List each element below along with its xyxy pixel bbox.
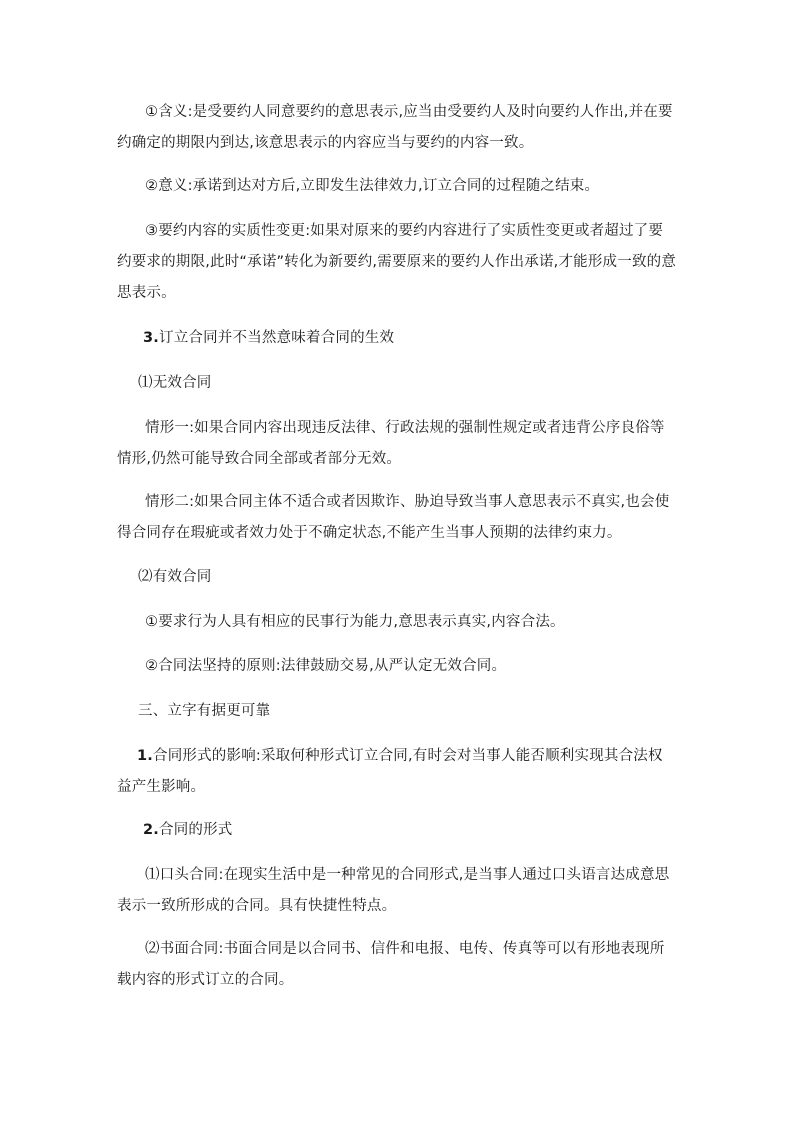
paragraph-oral-contract: ⑴口头合同:在现实生活中是一种常见的合同形式,是当事人通过口头语言达成意思表示一致所形成的合同。具有快捷性特点。	[117, 867, 670, 914]
paragraph-valid-requirements: ①要求行为人具有相应的民事行为能力,意思表示真实,内容合法。	[145, 614, 565, 630]
heading-1-text: 合同形式的影响:采取何种形式订立合同,有时会对当事人能否顺利实现其合法权益产生影响。	[117, 748, 663, 795]
paragraph-acceptance-meaning: ①含义:是受要约人同意要约的意思表示,应当由受要约人及时向要约人作出,并在要约确定的期限内到达,该意思表示的内容应当与要约的内容一致。	[117, 104, 673, 151]
paragraph-contract-form-impact	[117, 741, 677, 803]
paragraph-situation-two: 情形二:如果合同主体不适合或者因欺诈、胁迫导致当事人意思表示不真实,也会使得合同存在瑕疵或者效力处于不确定状态,不能产生当事人预期的法律约束力。	[117, 494, 670, 541]
heading-2-text: 合同的形式	[159, 822, 233, 838]
heading-2-number: 2.	[143, 822, 159, 838]
heading-3-number: 3.	[143, 330, 159, 346]
section-three-heading: 三、立字有据更可靠	[138, 703, 271, 719]
heading-3-text: 订立合同并不当然意味着合同的生效	[159, 330, 395, 346]
paragraph-substantive-change: ③要约内容的实质性变更:如果对原来的要约内容进行了实质性变更或者超过了要约要求的期限,此时“承诺”转化为新要约,需要原来的要约人作出承诺,才能形成一致的意思表示。	[117, 223, 677, 301]
subheading-valid-contract: ⑵有效合同	[138, 569, 212, 585]
heading-3-contract-effect	[143, 323, 678, 354]
paragraph-written-contract: ⑵书面合同:书面合同是以合同书、信件和电报、电传、传真等可以有形地表现所载内容的形式订立的合同。	[117, 941, 665, 988]
paragraph-situation-one: 情形一:如果合同内容出现违反法律、行政法规的强制性规定或者违背公序良俗等情形,仍然可能导致合同全部或者部分无效。	[117, 420, 665, 467]
heading-2-contract-forms	[143, 815, 678, 846]
subheading-invalid-contract: ⑴无效合同	[138, 375, 212, 391]
paragraph-contract-law-principle: ②合同法坚持的原则:法律鼓励交易,从严认定无效合同。	[145, 658, 507, 674]
heading-1-number: 1.	[137, 748, 153, 764]
paragraph-acceptance-significance: ②意义:承诺到达对方后,立即发生法律效力,订立合同的过程随之结束。	[145, 178, 600, 194]
